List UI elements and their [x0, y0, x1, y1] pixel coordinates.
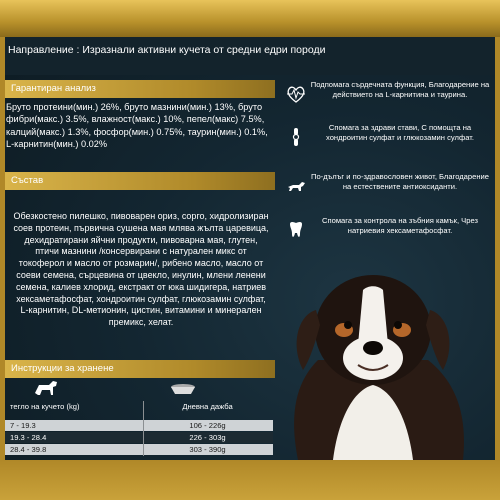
feeding-table-header: [5, 401, 273, 412]
col-weight-header: тегло на кучето (kg): [10, 402, 80, 411]
table-row: [5, 432, 273, 443]
row-daily: 226 - 303g: [189, 433, 226, 442]
feeding-title: Инструкции за хранене: [11, 363, 114, 374]
table-column-divider: [143, 401, 144, 456]
joint-icon: [285, 126, 307, 148]
composition-title: Състав: [11, 175, 44, 186]
dog-running-icon: [285, 175, 307, 197]
analysis-title-bar: [5, 80, 275, 98]
benefit-heart: [280, 80, 495, 116]
food-bowl-icon: [171, 384, 195, 394]
row-daily: 303 - 390g: [189, 445, 226, 454]
purpose-label: Направление :: [8, 44, 83, 56]
gold-top-border: [0, 0, 500, 37]
row-weight: 7 - 19.3: [10, 421, 36, 430]
benefit-heart-text: Подпомага сърдечната функция, Благодарение на действието на L-карнитина и таурина.: [310, 80, 490, 99]
table-row: [5, 444, 273, 455]
dog-image: [258, 270, 488, 460]
composition-text: Обезкостено пилешко, пивоварен ориз, сорго, хидролизиран соев протеин, първична сушена мая млява жълта царевица, дехидратирани яйчни продукти, пивоварна мая, глутен, птичи мазнини /консервирани с натурален микс от токоферол и масло от розмарин/, рибено масло, масло от соеви семена, сърцевина от цвекло, инулин, млени ленени семена, калиев хлорид, екстракт от юка шидигера, натриев хексаметафосфат, хондроитин сулфат, глюкозамин сулфат, L-карнитин, DL-метионин, цистин, витамини и минерален премикс, хелат.: [13, 211, 269, 328]
analysis-title: Гарантиран анализ: [11, 83, 96, 94]
gold-right-border: [495, 37, 500, 460]
purpose-value: Изразнали активни кучета от средни едри породи: [82, 44, 326, 56]
benefit-teeth-text: Спомага за контрола на зъбния камък, Чрез натриевия хексаметафосфат.: [322, 216, 478, 235]
col-daily-header: Дневна дажба: [182, 402, 233, 411]
purpose-text: [8, 44, 348, 57]
row-weight: 19.3 - 28.4: [10, 433, 47, 442]
row-weight: 28.4 - 39.8: [10, 445, 47, 454]
heart-rate-icon: [285, 83, 307, 105]
benefit-longevity-text: По-дълъг и по-здравословен живот, Благодарение на естествените антиоксиданти.: [310, 172, 490, 191]
row-daily: 106 - 226g: [189, 421, 226, 430]
dog-silhouette-icon: [35, 381, 57, 395]
benefit-joints: [280, 123, 495, 159]
benefit-teeth: [280, 216, 495, 252]
benefit-longevity: [280, 172, 495, 208]
analysis-text: Бруто протеини(мин.) 26%, бруто мазнини(мин.) 13%, бруто фибри(макс.) 3.5%, влажност(макс.) 10%, пепел(макс) 7.5%, калций(макс.) 1.3%, фосфор(мин.) 0.75%, таурин(мин.) 0.1%, L-карнитин(мин.) 0.02%: [6, 102, 268, 150]
tooth-icon: [285, 219, 307, 241]
benefit-joints-text: Спомага за здрави стави, С помощта на хондроитин сулфат и глюкозамин сулфат.: [325, 123, 475, 142]
composition-title-bar: [5, 172, 275, 190]
feeding-icons: [5, 375, 275, 400]
table-row: [5, 420, 273, 431]
gold-bottom-border: [0, 460, 500, 500]
